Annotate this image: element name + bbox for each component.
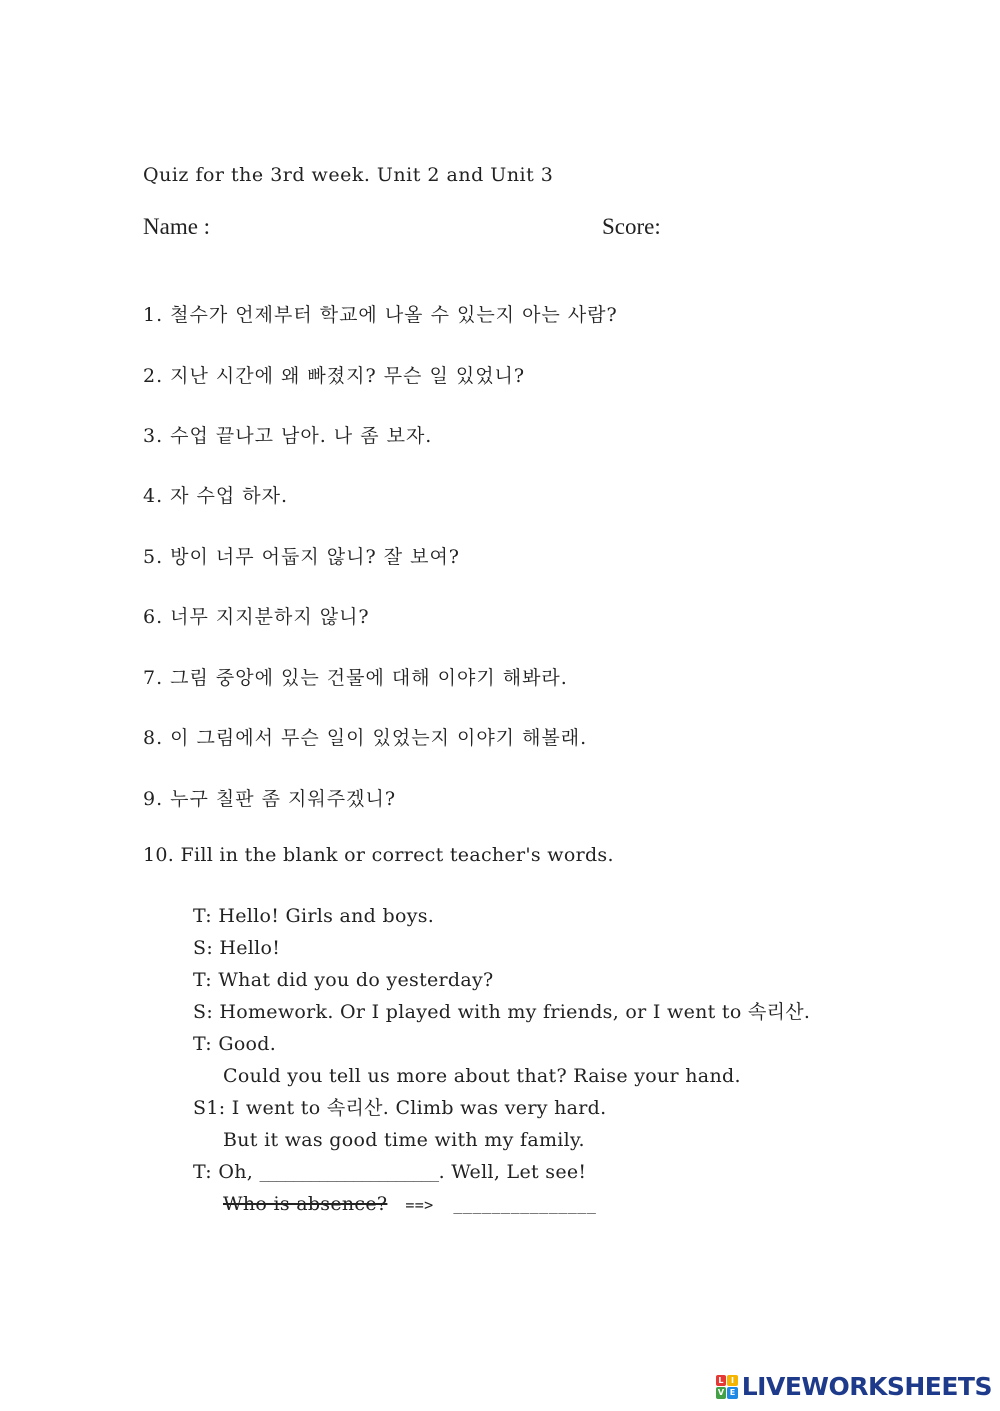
dialog-line-correction — [193, 1190, 810, 1222]
dialog-text: . Well, Let see! — [438, 1161, 587, 1183]
name-label: Name : — [143, 214, 211, 239]
question-3: 3. 수업 끝나고 남아. 나 좀 보자. — [143, 425, 433, 447]
arrow-icon: ==> — [405, 1196, 434, 1214]
question-4: 4. 자 수업 하자. — [143, 485, 289, 507]
brand-logo — [716, 1372, 992, 1401]
liveworksheets-icon — [716, 1375, 738, 1399]
dialog-line: T: What did you do yesterday? — [193, 969, 494, 991]
brand-name: LIVEWORKSHEETS — [741, 1372, 992, 1401]
logo-letter: E — [727, 1387, 738, 1399]
dialog-line-with-blank — [193, 1158, 810, 1190]
question-5: 5. 방이 너무 어둡지 않니? 잘 보여? — [143, 546, 460, 568]
fill-blank[interactable]: _____________________ — [259, 1164, 439, 1182]
dialog-line: Could you tell us more about that? Raise your hand. — [223, 1065, 741, 1087]
answer-blank[interactable]: _______________ — [453, 1196, 597, 1214]
question-6: 6. 너무 지지분하지 않니? — [143, 606, 370, 628]
question-10: 10. Fill in the blank or correct teacher's words. — [143, 844, 614, 866]
dialog-line: S1: I went to 속리산. Climb was very hard. — [193, 1097, 607, 1119]
dialog-line: S: Hello! — [193, 937, 281, 959]
struck-text: Who is absence? — [223, 1193, 388, 1215]
question-2: 2. 지난 시간에 왜 빠졌지? 무슨 일 있었니? — [143, 365, 526, 387]
logo-letter: V — [716, 1387, 727, 1399]
dialog-line: T: Hello! Girls and boys. — [193, 905, 435, 927]
page-title: Quiz for the 3rd week. Unit 2 and Unit 3 — [143, 164, 554, 186]
dialog-line: S: Homework. Or I played with my friends, or I went to 속리산. — [193, 1001, 811, 1023]
dialog-block — [193, 902, 810, 1222]
question-1: 1. 철수가 언제부터 학교에 나올 수 있는지 아는 사람? — [143, 304, 618, 326]
logo-letter: I — [727, 1375, 738, 1387]
score-label: Score: — [602, 214, 661, 239]
dialog-text: T: Oh, — [193, 1161, 260, 1183]
question-7: 7. 그림 중앙에 있는 건물에 대해 이야기 해봐라. — [143, 667, 568, 689]
question-9: 9. 누구 칠판 좀 지워주겠니? — [143, 788, 397, 810]
dialog-line: T: Good. — [193, 1033, 277, 1055]
dialog-line: But it was good time with my family. — [223, 1129, 585, 1151]
question-8: 8. 이 그림에서 무슨 일이 있었는지 이야기 해볼래. — [143, 727, 588, 749]
logo-letter: L — [716, 1375, 727, 1387]
